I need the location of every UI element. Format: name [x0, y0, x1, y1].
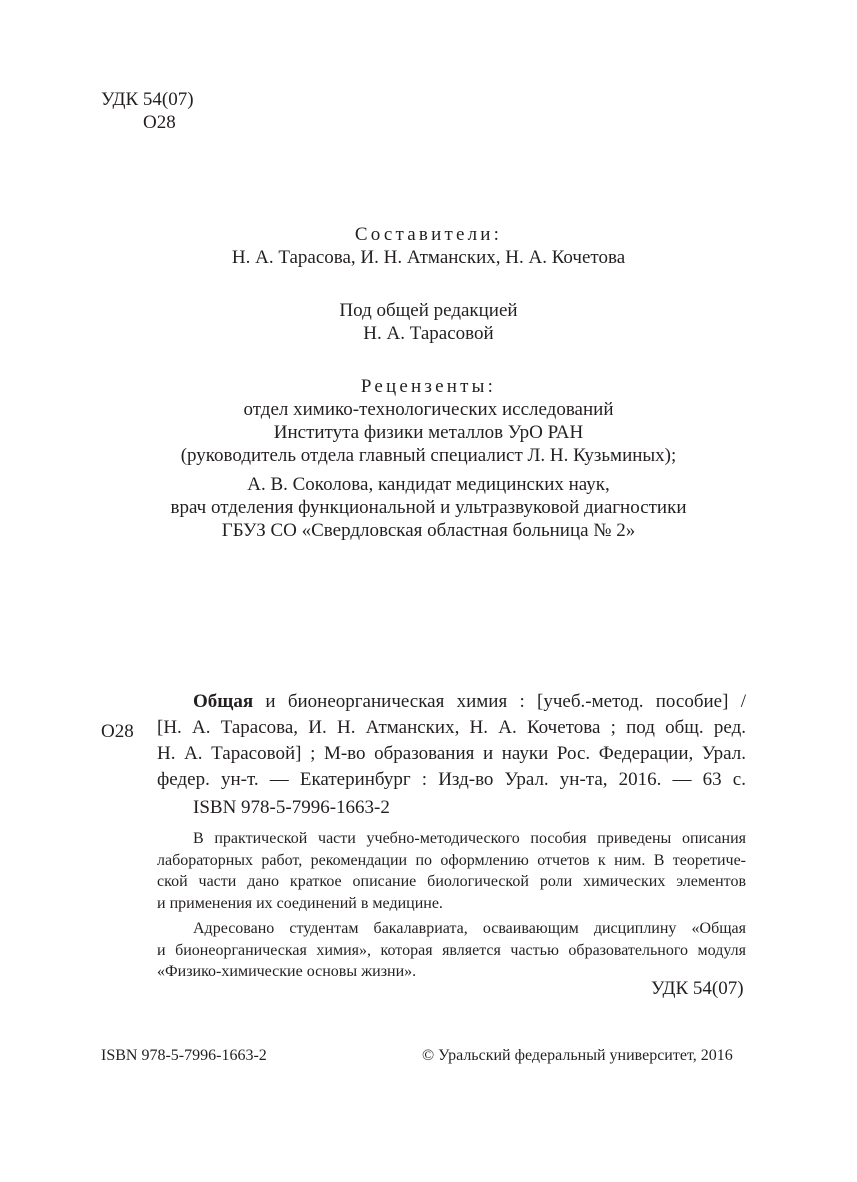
- compilers-heading: Составители:: [354, 224, 503, 245]
- compilers-block: [0, 223, 857, 269]
- annotation-line: В практической части учебно-методического пособия приведены описания: [193, 830, 746, 847]
- biblio-line: федер. ун-т. — Екатеринбург : Изд-во Урал. ун-та, 2016. — 63 с.: [157, 769, 746, 790]
- reviewer-line: (руководитель отдела главный специалист Л. Н. Кузьминых);: [180, 445, 677, 466]
- reviewer-line: отдел химико-технологических исследований: [243, 399, 614, 420]
- annotation-line: и бионеорганическая химия», которая является частью образовательного модуля: [157, 941, 746, 959]
- annotation-udk: УДК 54(07): [651, 978, 744, 999]
- catalog-isbn: ISBN 978-5-7996-1663-2: [193, 797, 390, 818]
- author-mark: О28: [143, 112, 176, 133]
- annotation-line: Адресовано студентам бакалавриата, осваивающим дисциплину «Общая: [193, 920, 746, 937]
- biblio-line: [157, 689, 746, 715]
- annotation: [157, 828, 746, 983]
- reviewer-line: ГБУЗ СО «Свердловская областная больница № 2»: [221, 520, 636, 541]
- editor-heading: Под общей редакцией: [339, 300, 518, 321]
- catalog-code: О28: [101, 721, 134, 742]
- biblio-line: Н. А. Тарасовой] ; М-во образования и науки Рос. Федерации, Урал.: [157, 743, 746, 764]
- editor-name: Н. А. Тарасовой: [363, 323, 494, 344]
- editor-block: [0, 299, 857, 345]
- udk-header: [101, 88, 194, 134]
- footer-isbn: ISBN 978-5-7996-1663-2: [101, 1047, 267, 1064]
- reviewers-heading: Рецензенты:: [360, 376, 497, 397]
- biblio-title-rest: и бионеорганическая химия : [учеб.-метод. пособие] /: [253, 691, 746, 712]
- reviewers-block: [0, 375, 857, 542]
- annotation-line: «Физико-химические основы жизни».: [157, 963, 417, 980]
- compilers-names: Н. А. Тарасова, И. Н. Атманских, Н. А. Кочетова: [231, 247, 626, 268]
- udk-code: УДК 54(07): [101, 89, 194, 110]
- bibliographic-record: [157, 689, 746, 793]
- reviewer-line: А. В. Соколова, кандидат медицинских наук,: [247, 474, 610, 495]
- reviewer-line: Института физики металлов УрО РАН: [273, 422, 584, 443]
- footer-copyright: © Уральский федеральный университет, 2016: [422, 1047, 733, 1064]
- annotation-line: и применения их соединений в медицине.: [157, 894, 443, 912]
- biblio-title-bold: Общая: [193, 691, 254, 712]
- reviewer-line: врач отделения функциональной и ультразвуковой диагностики: [170, 497, 687, 518]
- biblio-line: [Н. А. Тарасова, И. Н. Атманских, Н. А. Кочетова ; под общ. ред.: [157, 717, 746, 738]
- annotation-line: лабораторных работ, рекомендации по оформлению отчетов к ним. В теоретиче-: [157, 851, 746, 869]
- annotation-line: ской части дано краткое описание биологической роли химических элементов: [157, 873, 746, 890]
